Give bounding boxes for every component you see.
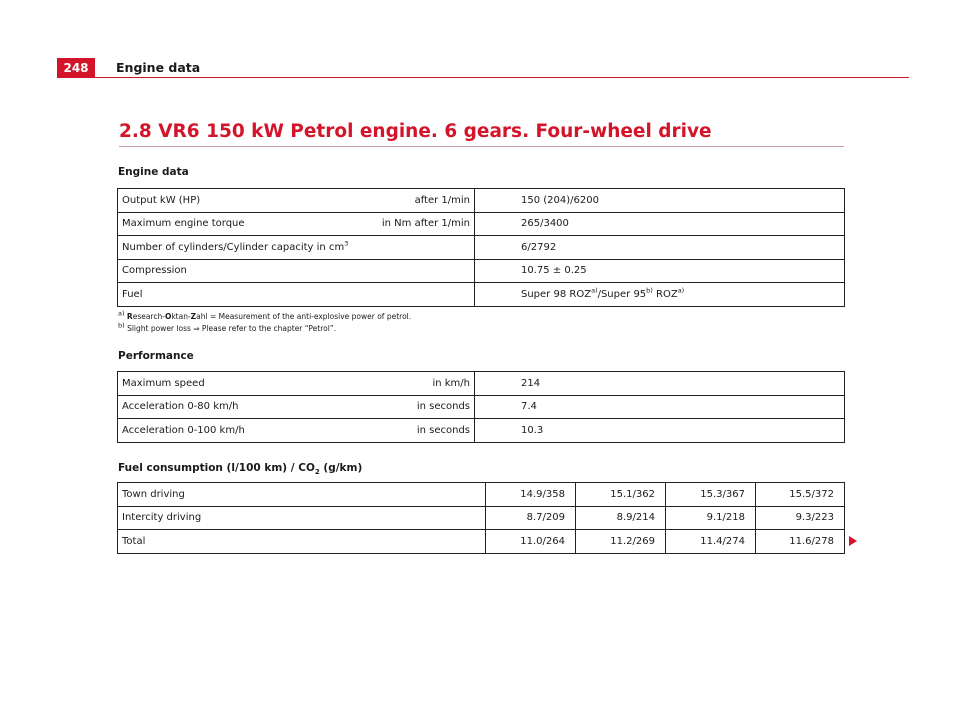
table-row bbox=[118, 212, 845, 236]
page-number: 248 bbox=[57, 58, 95, 78]
row-value: 214 bbox=[475, 372, 845, 396]
row-label: Total bbox=[118, 530, 486, 554]
fuel-table bbox=[117, 482, 845, 554]
table-row bbox=[118, 530, 845, 554]
fuel-value-part: /Super 95 bbox=[597, 288, 647, 300]
row-label: Intercity driving bbox=[118, 506, 486, 530]
row-unit: in km/h bbox=[432, 377, 470, 389]
row-label-cell bbox=[118, 189, 475, 213]
row-value: 6/2792 bbox=[475, 236, 845, 260]
footnote-a bbox=[118, 311, 411, 323]
row-label-cell bbox=[118, 283, 475, 307]
cell-value: 15.5/372 bbox=[756, 483, 845, 507]
row-label-cell bbox=[118, 395, 475, 419]
footnote-text: ahl = Measurement of the anti-explosive power of petrol. bbox=[196, 312, 412, 321]
row-unit: after 1/min bbox=[414, 194, 470, 206]
footnote-b bbox=[118, 323, 411, 335]
footnotes bbox=[118, 311, 411, 335]
subscript: 2 bbox=[314, 468, 320, 477]
row-unit: in seconds bbox=[416, 401, 470, 413]
row-unit: in Nm after 1/min bbox=[381, 218, 470, 230]
fuel-title-text: (g/km) bbox=[319, 462, 363, 474]
continue-arrow-icon bbox=[849, 536, 857, 546]
footnote-ref: a) bbox=[591, 286, 598, 295]
footnote-initial: Z bbox=[190, 312, 197, 321]
row-label-cell bbox=[118, 259, 475, 283]
row-value: 150 (204)/6200 bbox=[475, 189, 845, 213]
row-label: Fuel bbox=[122, 288, 143, 300]
table-row bbox=[118, 483, 845, 507]
fuel-title-text: Fuel consumption (l/100 km) / CO bbox=[118, 462, 315, 474]
title-rule bbox=[119, 146, 844, 147]
table-row bbox=[118, 259, 845, 283]
table-row bbox=[118, 189, 845, 213]
table-row bbox=[118, 236, 845, 260]
cell-value: 9.1/218 bbox=[666, 506, 756, 530]
footnote-text: ktan- bbox=[171, 312, 191, 321]
cell-value: 11.2/269 bbox=[576, 530, 666, 554]
footnote-ref: b) bbox=[646, 286, 653, 295]
table-row bbox=[118, 283, 845, 307]
row-value: 7.4 bbox=[475, 395, 845, 419]
row-value: 10.75 ± 0.25 bbox=[475, 259, 845, 283]
cell-value: 15.3/367 bbox=[666, 483, 756, 507]
header-rule bbox=[95, 77, 909, 78]
fuel-value-part: Super 98 ROZ bbox=[521, 288, 592, 300]
superscript: 3 bbox=[344, 239, 349, 248]
cell-value: 14.9/358 bbox=[486, 483, 576, 507]
cell-value: 15.1/362 bbox=[576, 483, 666, 507]
performance-section-title: Performance bbox=[118, 350, 194, 362]
footnote-mark: b) bbox=[118, 321, 125, 330]
footnote-text: Slight power loss ⇒ Please refer to the chapter “Petrol”. bbox=[127, 324, 337, 333]
table-row bbox=[118, 419, 845, 443]
row-label-cell bbox=[118, 372, 475, 396]
row-label-cell bbox=[118, 236, 475, 260]
footnote-initial: R bbox=[126, 312, 133, 321]
table-row bbox=[118, 506, 845, 530]
row-unit: in seconds bbox=[416, 424, 470, 436]
footnote-mark: a) bbox=[118, 309, 125, 318]
row-label: Compression bbox=[122, 265, 187, 277]
performance-table bbox=[117, 371, 845, 443]
table-row bbox=[118, 395, 845, 419]
row-label-cell bbox=[118, 419, 475, 443]
row-label: Number of cylinders/Cylinder capacity in cm bbox=[122, 241, 345, 253]
cell-value: 11.4/274 bbox=[666, 530, 756, 554]
cell-value: 9.3/223 bbox=[756, 506, 845, 530]
header-title: Engine data bbox=[116, 60, 201, 75]
row-label: Acceleration 0-100 km/h bbox=[122, 424, 245, 436]
table-row bbox=[118, 372, 845, 396]
cell-value: 8.7/209 bbox=[486, 506, 576, 530]
row-label: Maximum speed bbox=[122, 377, 205, 389]
engine-table bbox=[117, 188, 845, 307]
page-title: 2.8 VR6 150 kW Petrol engine. 6 gears. Four-wheel drive bbox=[119, 121, 712, 142]
footnote-initial: O bbox=[164, 312, 172, 321]
row-value bbox=[475, 283, 845, 307]
page-header bbox=[57, 58, 909, 78]
cell-value: 8.9/214 bbox=[576, 506, 666, 530]
row-label-cell bbox=[118, 212, 475, 236]
row-value: 10.3 bbox=[475, 419, 845, 443]
row-label: Output kW (HP) bbox=[122, 194, 201, 206]
row-label: Town driving bbox=[118, 483, 486, 507]
fuel-value-part: ROZ bbox=[652, 288, 678, 300]
footnote-text: esearch- bbox=[132, 312, 165, 321]
row-label: Maximum engine torque bbox=[122, 218, 245, 230]
cell-value: 11.6/278 bbox=[756, 530, 845, 554]
row-label: Acceleration 0-80 km/h bbox=[122, 401, 239, 413]
footnote-ref: a) bbox=[677, 286, 685, 295]
engine-section-title: Engine data bbox=[118, 166, 189, 178]
row-value: 265/3400 bbox=[475, 212, 845, 236]
fuel-section-title bbox=[118, 462, 362, 476]
cell-value: 11.0/264 bbox=[486, 530, 576, 554]
